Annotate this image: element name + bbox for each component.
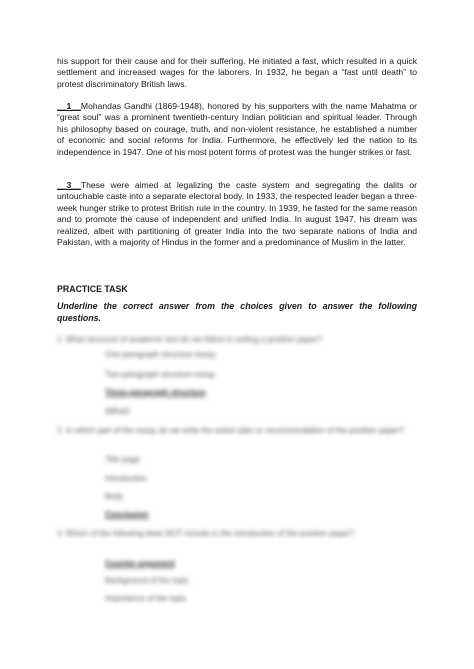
- question-1: 1. What structure of academic text do we follow in writing a position paper?: [57, 335, 323, 344]
- paragraph-continuation: his support for their cause and for their suffering. He initiated a fast, which resulted in a quick settlement and increased wages for the laborers. In 1932, he began a “fast until death” to protest discriminatory British laws.: [57, 56, 417, 89]
- question-2-option-2: Introduction: [105, 474, 147, 483]
- question-3-option-2: Background of the topic: [105, 576, 190, 585]
- practice-task-instructions: Underline the correct answer from the choices given to answer the following questions.: [57, 301, 417, 323]
- paragraph-caste-text: These were aimed at legalizing the caste system and segregating the dalits or untouchable caste into a separate electoral body. In 1933, the respected leader began a three-week hunger strike to protest British rule in the country. In 1939, he fasted for the same reason and to promote the cause of independent and unified India. In august 1947, his dream was realized, albeit with partitioning of greater India into the two separate nations of India and Pakistan, with a majority of Hindus in the former and a predominance of Muslim in the latter.: [57, 180, 417, 248]
- practice-task-heading: PRACTICE TASK: [57, 284, 128, 294]
- paragraph-caste: [57, 180, 417, 248]
- question-1-option-4: IMRaD: [105, 407, 130, 416]
- answer-blank-1: __1__: [57, 101, 81, 111]
- question-2-option-1: Title page: [105, 455, 140, 464]
- question-1-option-2: Two-paragraph structure essay: [105, 370, 216, 379]
- question-3-option-1: Counter-argument: [105, 559, 175, 568]
- question-1-option-3: Three-paragraph structure: [105, 388, 206, 397]
- paragraph-gandhi-text: Mohandas Gandhi (1869-1948), honored by his supporters with the name Mahatma or “great soul” was a prominent twentieth-century Indian politician and spiritual leader. Through his philosophy based on courage, truth, and non-violent resistance, he established a number of economic and social reforms for India. Furthermore, he effectively led the nation to its independence in 1947. One of his most potent forms of protest was the hunger strikes or fast.: [57, 101, 417, 157]
- paragraph-gandhi: [57, 101, 417, 158]
- question-3: 3. Which of the following does NOT include in the introduction of the position paper?: [57, 529, 355, 538]
- answer-blank-3: __3__: [57, 180, 81, 190]
- question-2-option-4: Conclusion: [105, 510, 149, 519]
- question-1-option-1: One-paragraph structure essay: [105, 350, 216, 359]
- question-3-option-3: Importance of the topic: [105, 594, 187, 603]
- question-2-option-3: Body: [105, 492, 124, 501]
- question-2: 2. In which part of the essay do we write the action plan or recommendation of the position paper?: [57, 426, 404, 435]
